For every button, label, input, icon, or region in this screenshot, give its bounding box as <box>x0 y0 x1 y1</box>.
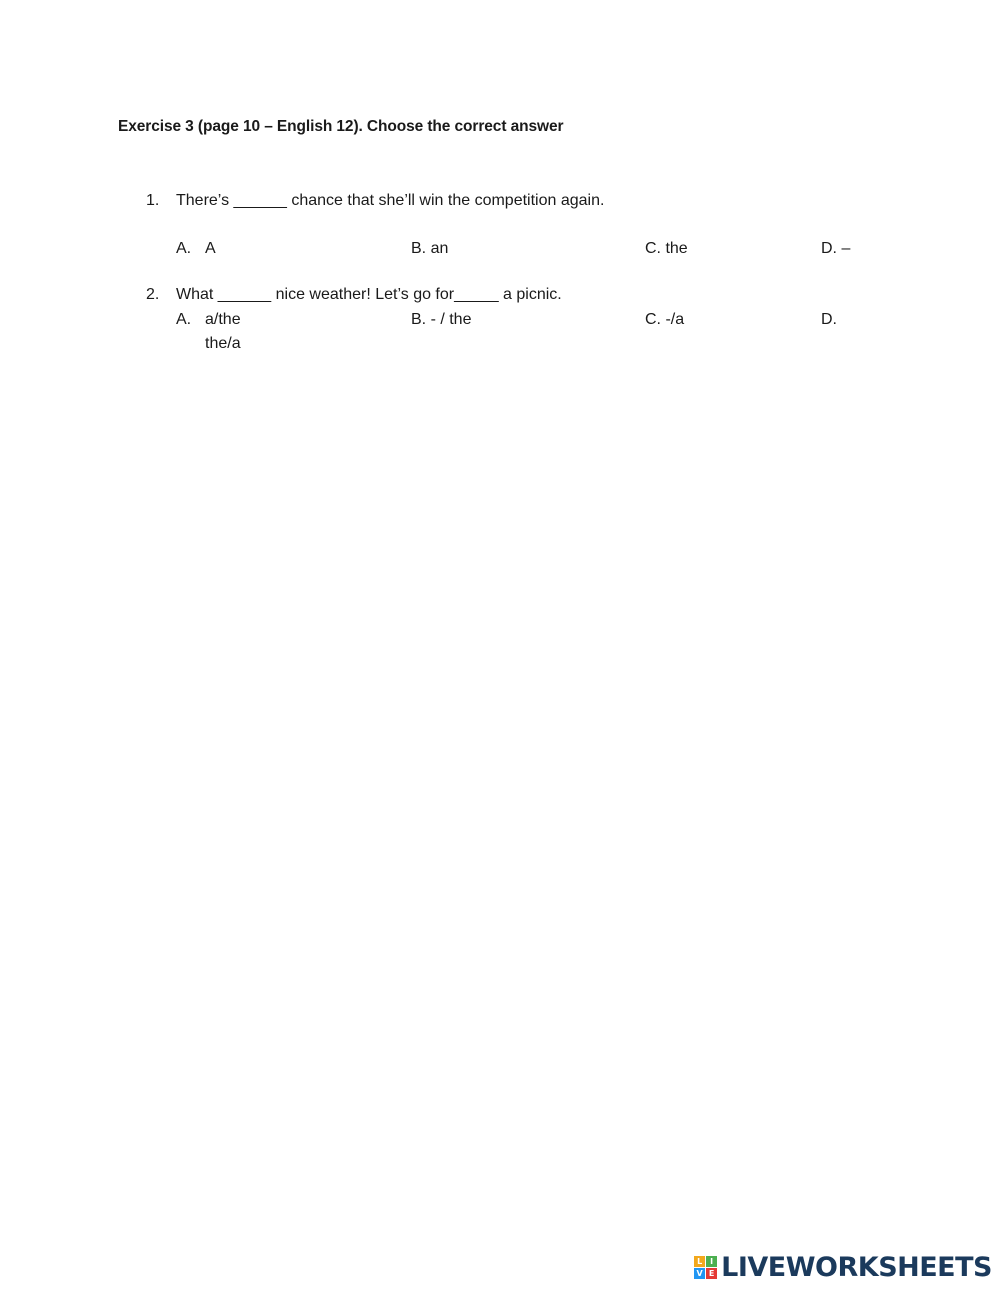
option-c[interactable]: C. -/a <box>645 311 685 328</box>
option-b[interactable]: B. - / the <box>411 311 472 328</box>
option-d-text[interactable]: the/a <box>205 335 241 352</box>
option-a-letter: A. <box>176 311 192 328</box>
logo-letter-i: I <box>706 1256 717 1267</box>
option-b[interactable]: B. an <box>411 240 449 257</box>
exercise-title: Exercise 3 (page 10 – English 12). Choose the correct answer <box>118 118 564 135</box>
option-a[interactable]: A <box>205 240 216 257</box>
option-d[interactable]: D. <box>821 311 837 328</box>
liveworksheets-logo[interactable] <box>694 1254 992 1281</box>
logo-letter-l: L <box>694 1256 705 1267</box>
question-number: 2. <box>146 286 160 303</box>
option-a-letter: A. <box>176 240 192 257</box>
option-c[interactable]: C. the <box>645 240 688 257</box>
question-number: 1. <box>146 192 160 209</box>
question-text: There’s ______ chance that she’ll win the competition again. <box>176 192 605 209</box>
logo-letter-e: E <box>706 1268 717 1279</box>
question-text: What ______ nice weather! Let’s go for_____ a picnic. <box>176 286 562 303</box>
logo-letter-v: V <box>694 1268 705 1279</box>
live-cube-icon <box>694 1256 717 1279</box>
option-d[interactable]: D. – <box>821 240 851 257</box>
option-a[interactable]: a/the <box>205 311 241 328</box>
brand-name: LIVEWORKSHEETS <box>721 1252 992 1283</box>
